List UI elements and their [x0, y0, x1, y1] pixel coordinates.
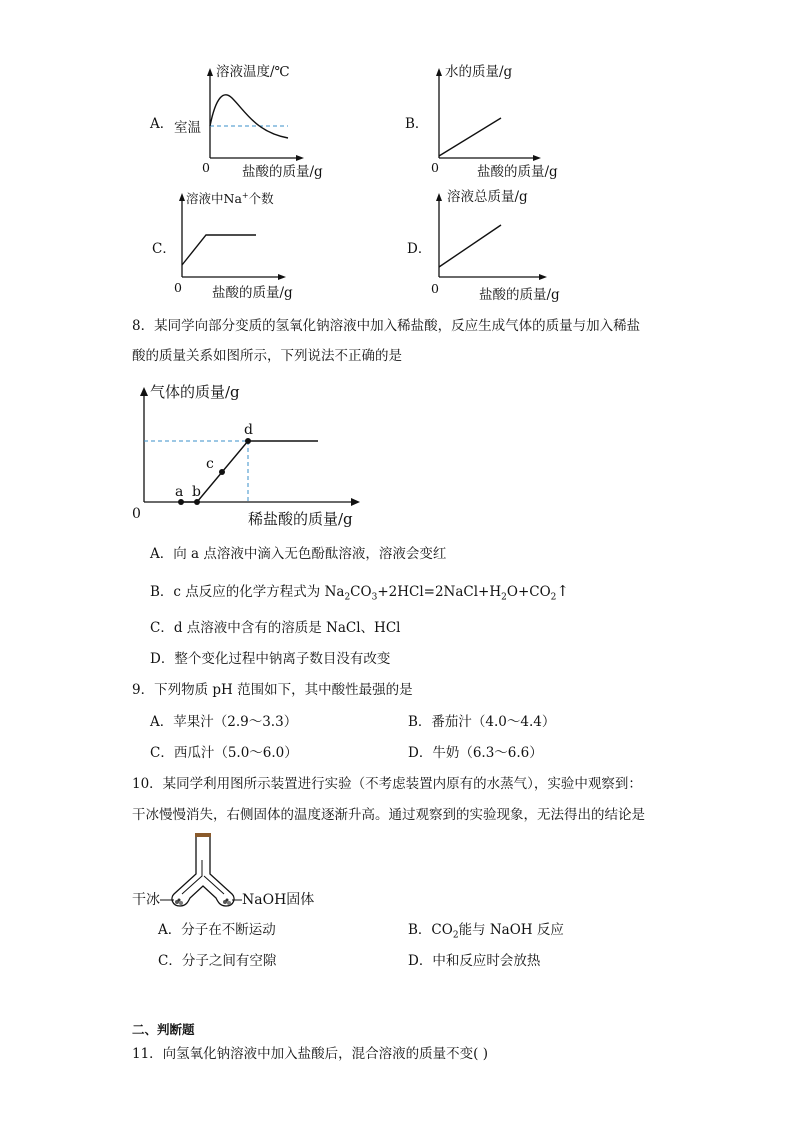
- q9-stem: 9．下列物质 pH 范围如下，其中酸性最强的是: [132, 682, 413, 698]
- q10-option-a: A．分子在不断运动: [158, 922, 276, 938]
- q8-graph: [130, 378, 380, 533]
- graph-b: [405, 60, 605, 185]
- graph-a-ref-label: 室温: [174, 120, 201, 136]
- graph-c-ylabel: 溶液中Na+个数: [186, 191, 274, 207]
- q10-stem-line1: 10．某同学利用图所示装置进行实验（不考虑装置内原有的水蒸气），实验中观察到：: [132, 776, 642, 792]
- graph-d-origin: 0: [431, 281, 439, 296]
- q8-stem-line2: 酸的质量关系如图所示，下列说法不正确的是: [132, 348, 402, 364]
- q8-label-d: d: [244, 422, 253, 438]
- q8-option-c: C．d 点溶液中含有的溶质是 NaCl、HCl: [150, 620, 401, 636]
- graph-b-xlabel: 盐酸的质量/g: [477, 164, 558, 180]
- graph-b-ylabel: 水的质量/g: [445, 64, 513, 80]
- graph-c: [150, 185, 350, 305]
- q10-left-label: 干冰: [132, 892, 160, 908]
- point-c: [219, 469, 225, 475]
- q10-option-b: B．$CO_2$能与 NaOH 反应: [408, 922, 564, 941]
- section-2-title: 二、判断题: [132, 1022, 195, 1037]
- q8-option-b: B．c 点反应的化学方程式为 $Na_2CO_3+2HCl=2NaCl+H_2O+CO_2↑$: [150, 582, 569, 603]
- q10-stem-line2: 干冰慢慢消失，右侧固体的温度逐渐升高。通过观察到的实验现象，无法得出的结论是: [132, 807, 645, 823]
- q9-option-d: D．牛奶（6.3～6.6）: [408, 745, 543, 761]
- option-letter-a: A．: [150, 116, 174, 132]
- option-letter-d: D．: [407, 241, 432, 257]
- q8-stem-line1: 8．某同学向部分变质的氢氧化钠溶液中加入稀盐酸，反应生成气体的质量与加入稀盐: [132, 318, 641, 334]
- point-d: [245, 438, 251, 444]
- q8-label-b: b: [192, 484, 201, 500]
- graph-a-origin: 0: [202, 160, 210, 175]
- q9-option-a: A．苹果汁（2.9～3.3）: [150, 714, 298, 730]
- graph-d-xlabel: 盐酸的质量/g: [479, 287, 560, 303]
- graph-a-ylabel: 溶液温度/℃: [216, 64, 290, 80]
- q8-option-a: A．向 a 点溶液中滴入无色酚酞溶液，溶液会变红: [150, 546, 447, 562]
- q8-label-a: a: [175, 484, 184, 500]
- q11-text: 11．向氢氧化钠溶液中加入盐酸后，混合溶液的质量不变( ): [132, 1046, 489, 1062]
- graph-b-origin: 0: [431, 160, 439, 175]
- graph-c-xlabel: 盐酸的质量/g: [212, 285, 293, 301]
- graph-d: [405, 185, 605, 305]
- q8-label-c: c: [206, 456, 214, 472]
- q9-option-c: C．西瓜汁（5.0～6.0）: [150, 745, 298, 761]
- q9-option-b: B．番茄汁（4.0～4.4）: [408, 714, 556, 730]
- q10-option-d: D．中和反应时会放热: [408, 953, 541, 969]
- q8-graph-origin: 0: [132, 506, 141, 522]
- option-letter-b: B．: [405, 116, 429, 132]
- q8-graph-xlabel: 稀盐酸的质量/g: [248, 510, 353, 528]
- graph-a-xlabel: 盐酸的质量/g: [242, 164, 323, 180]
- q10-right-label: NaOH固体: [242, 892, 315, 908]
- graph-a: [150, 60, 350, 185]
- q10-option-c: C．分子之间有空隙: [158, 953, 277, 969]
- option-letter-c: C．: [152, 241, 176, 257]
- q10-apparatus: [130, 830, 330, 915]
- graph-c-origin: 0: [174, 280, 182, 295]
- q8-option-d: D．整个变化过程中钠离子数目没有改变: [150, 651, 391, 667]
- q8-graph-ylabel: 气体的质量/g: [150, 383, 240, 401]
- graph-d-ylabel: 溶液总质量/g: [447, 189, 528, 205]
